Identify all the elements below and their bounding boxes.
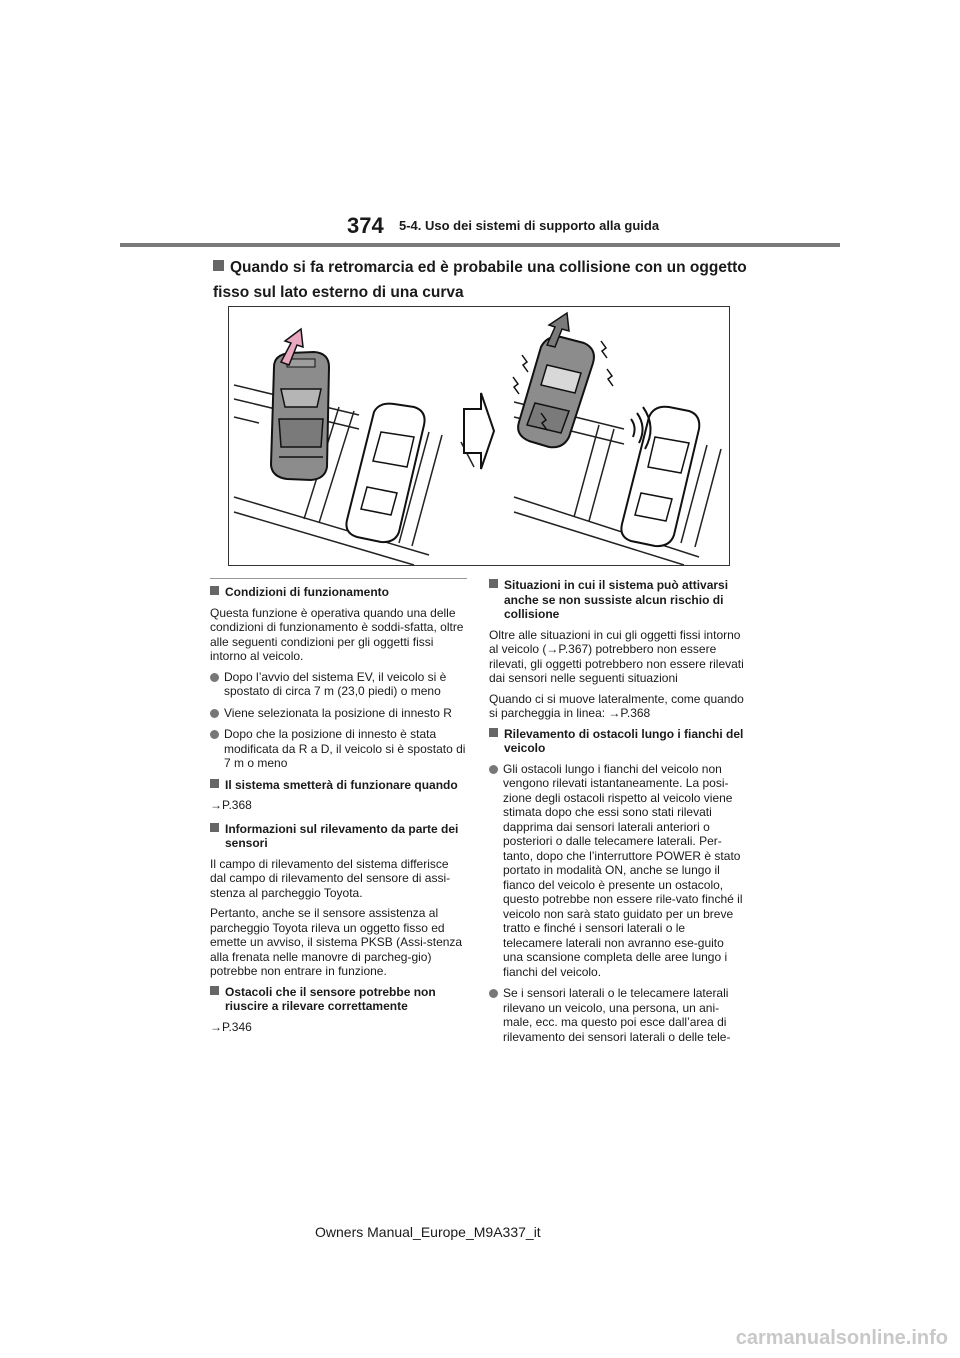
heading-sensor-detection: Informazioni sul rilevamento da parte dei sensori [210,822,467,851]
square-bullet-icon [489,579,498,588]
heading-side-detection: Rilevamento di ostacoli lungo i fianchi del veicolo [489,727,746,756]
paragraph: Oltre alle situazioni in cui gli oggetti fissi intorno al veicolo (→P.367) potrebbero non essere rilevati, gli oggetti potrebbero non essere rilevati dai sensori nelle seguenti situazioni [489,627,744,685]
left-column [210,578,467,1043]
square-bullet-icon [213,260,224,271]
page-reference: →P.346 [210,1019,252,1034]
square-bullet-icon [210,986,219,995]
main-heading-text: Quando si fa retromarcia ed è probabile una collisione con un oggetto fisso sul lato esterno di una curva [213,259,747,301]
page-reference: →P.368 [210,798,252,812]
paragraph: Il campo di rilevamento del sistema differisce dal campo di rilevamento del sensore di assi-stenza al parcheggio Toyota. [210,856,451,900]
white-car-left [346,404,424,542]
white-car-right [621,407,699,546]
square-bullet-icon [210,779,219,788]
square-bullet-icon [489,728,498,737]
heading-undetectable-obstacles: Ostacoli che il sensore potrebbe non riuscire a rilevare correttamente [210,985,467,1014]
section-title: 5-4. Uso dei sistemi di supporto alla guida [399,218,660,233]
illustration-figure [228,306,730,566]
square-bullet-icon [210,823,219,832]
column-divider [210,578,467,579]
paragraph: Pertanto, anche se il sensore assistenza al parcheggio Toyota rileva un oggetto fisso ed emette un avviso, il sistema PKSB (Assi-stenza alla frenata nelle manovre di parcheg-gio) potrebbe non entrare in funzione. [210,906,463,978]
main-heading [213,255,773,305]
paragraph: Quando ci si muove lateralmente, come quando si parcheggia in linea: →P.368 [489,691,744,720]
gray-car-right [518,337,594,448]
right-column [489,578,746,1051]
gray-car-left [271,352,329,480]
heading-stop-conditions: Il sistema smetterà di funzionare quando [210,778,467,793]
parking-illustration [229,307,729,565]
list-item: Se i sensori laterali o le telecamere laterali rilevano un veicolo, una persona, un ani-male, ecc. ma questo poi esce dall’area di rilevamento dei sensori laterali o delle tele- [489,986,746,1044]
square-bullet-icon [210,586,219,595]
heading-operating-conditions: Condizioni di funzionamento [210,585,467,600]
page-number: 374 [347,213,384,238]
watermark: carmanualsonline.info [735,1327,948,1349]
list-item: Gli ostacoli lungo i fianchi del veicolo non vengono rilevati istantaneamente. La posi-zione degli ostacoli rispetto al veicolo viene stimata dopo che essi sono stati rilevati dapprima dai sensori laterali anteriori o posteriori o dalle telecamere laterali. Per-tanto, dopo che l’interruttore POWER è stato portato in modalità ON, anche se lungo il fianco del veicolo è presente un ostacolo, questo potrebbe non essere rile-vato finché il veicolo non sarà stato guidato per un breve tratto e finché i sensori laterali o le telecamere laterali non avranno ese-guito una scansione completa delle aree lungo i fianchi del veicolo. [489,762,746,980]
paragraph: Questa funzione è operativa quando una delle condizioni di funzionamento è soddi-sfatta, oltre alle seguenti condizioni per gli oggetti fissi intorno al veicolo. [210,605,464,663]
parking-lines-left [234,385,474,565]
heading-false-activation: Situazioni in cui il sistema può attivarsi anche se non sussiste alcun rischio di collisione [489,578,746,622]
header-divider [120,243,840,247]
footer-manual-id: Owners Manual_Europe_M9A337_it [315,1224,541,1240]
list-item: Dopo l’avvio del sistema EV, il veicolo si è spostato di circa 7 m (23,0 piedi) o meno [210,670,467,699]
list-item: Viene selezionata la posizione di innesto R [210,706,467,721]
list-item: Dopo che la posizione di innesto è stata modificata da R a D, il veicolo si è spostato di 7 m o meno [210,727,467,771]
